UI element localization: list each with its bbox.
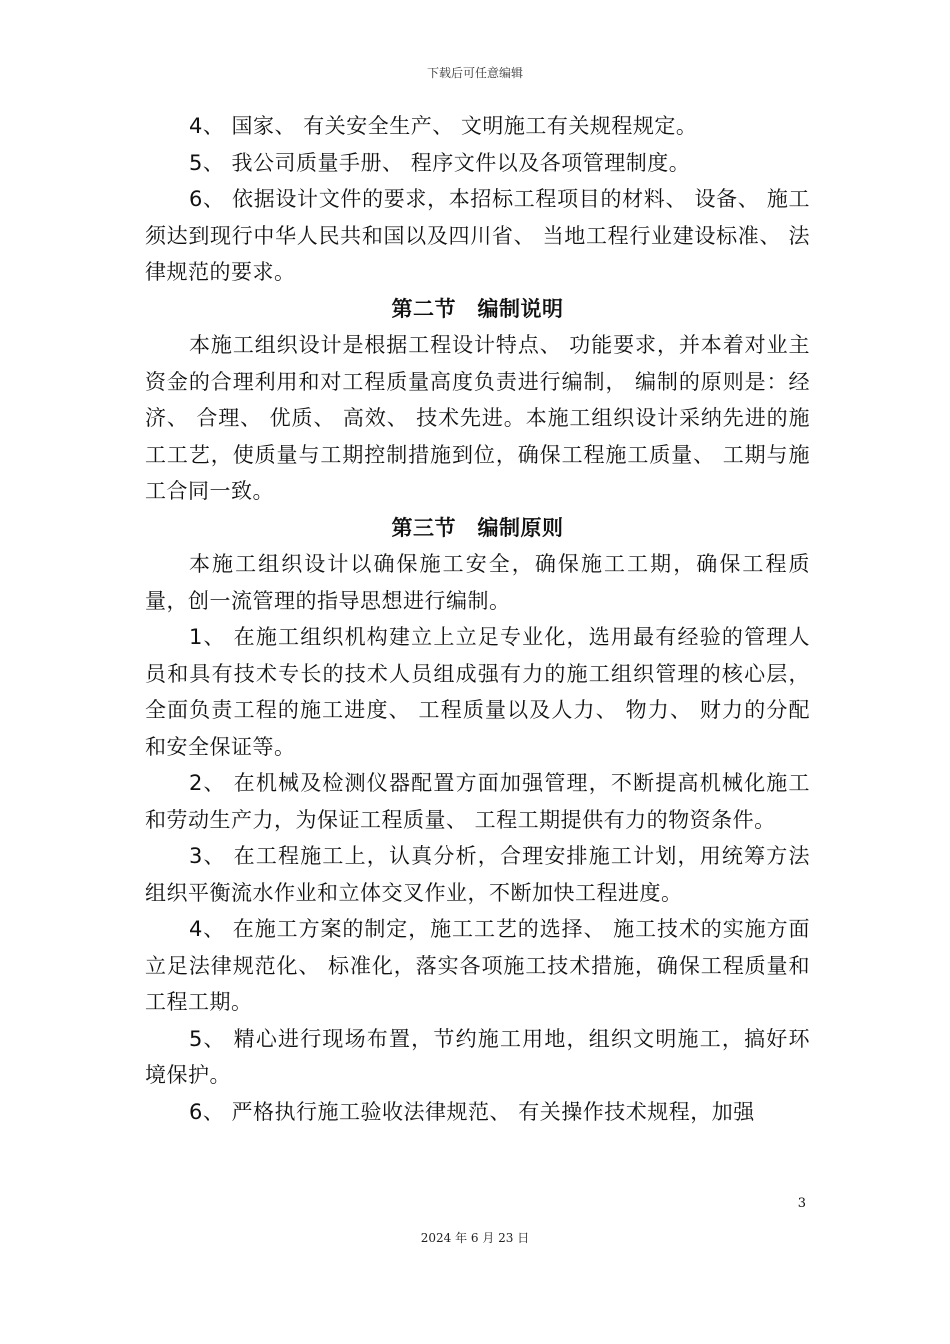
paragraph-basis-4: 4、 国家、 有关安全生产、 文明施工有关规程规定。 [189,114,698,138]
paragraph-principle-intro: 本施工组织设计以确保施工安全，确保施工工期，确保工程质量，创一流管理的指导思想进行编制。 [145,552,810,613]
footer-date: 2024 年 6 月 23 日 [420,1231,530,1245]
section-3-title: 第三节 编制原则 [391,515,564,540]
paragraph-principle-4: 4、 在施工方案的制定，施工工艺的选择、 施工技术的实施方面立足法律规范化、 标准化，落实各项施工技术措施，确保工程质量和工程工期。 [145,917,810,1014]
paragraph-principle-3: 3、 在工程施工上，认真分析，合理安排施工计划，用统筹方法组织平衡流水作业和立体交叉作业，不断加快工程进度。 [145,844,810,905]
document-body [145,108,810,1130]
paragraph-principle-2: 2、 在机械及检测仪器配置方面加强管理，不断提高机械化施工和劳动生产力，为保证工程质量、 工程工期提供有力的物资条件。 [145,771,810,832]
paragraph-principle-1: 1、 在施工组织机构建立上立足专业化，选用最有经验的管理人员和具有技术专长的技术人员组成强有力的施工组织管理的核心层，全面负责工程的施工进度、 工程质量以及人力、 物力、 财力的分配和安全保证等。 [145,625,810,759]
paragraph-basis-5: 5、 我公司质量手册、 程序文件以及各项管理制度。 [189,150,691,175]
paragraph-principle-5: 5、 精心进行现场布置，节约施工用地，组织文明施工，搞好环境保护。 [145,1026,810,1087]
section-2-title: 第二节 编制说明 [391,296,564,321]
paragraph-basis-6: 6、 依据设计文件的要求，本招标工程项目的材料、 设备、 施工须达到现行中华人民共和国以及四川省、 当地工程行业建设标准、 法律规范的要求。 [145,187,810,284]
page-header: 下载后可任意编辑 [426,66,523,80]
page-number: 3 [797,1196,806,1211]
paragraph-compilation-description: 本施工组织设计是根据工程设计特点、 功能要求，并本着对业主资金的合理利用和对工程质量高度负责进行编制， 编制的原则是：经济、 合理、 优质、 高效、 技术先进。本施工组织设计采纳先进的施工工艺，使质量与工期控制措施到位，确保工程施工质量、 工期与施工合同一致。 [145,333,810,503]
paragraph-principle-6: 6、 严格执行施工验收法律规范、 有关操作技术规程，加强 [189,1099,755,1124]
